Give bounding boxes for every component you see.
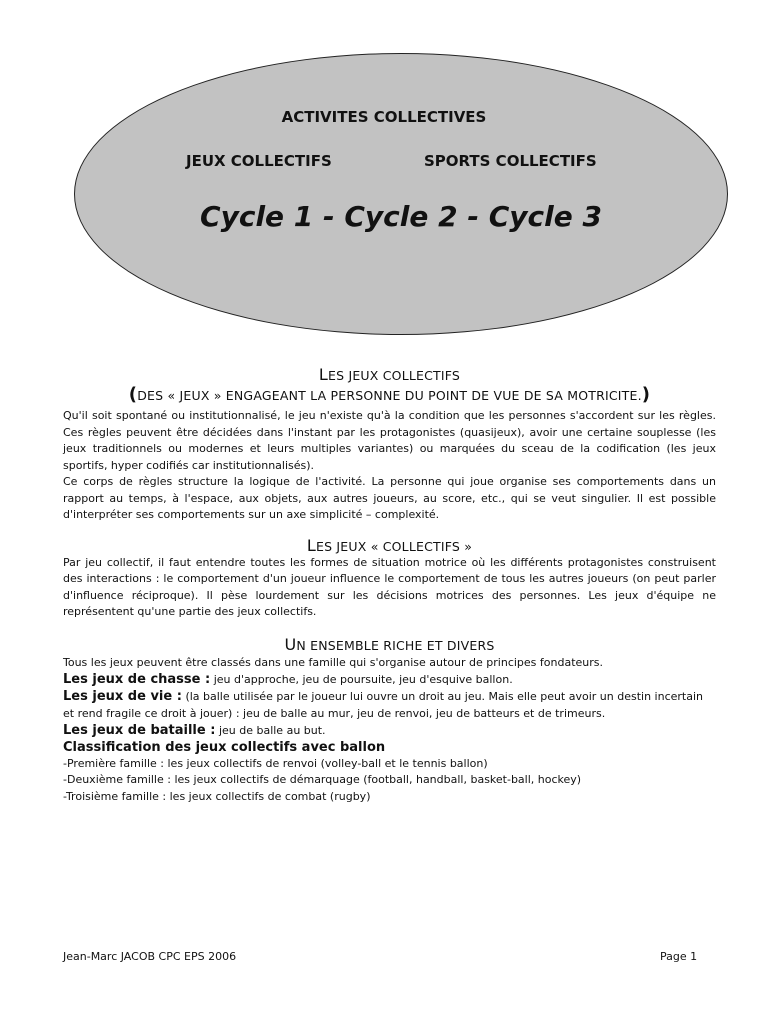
section-heading-jeux-collectifs-quoted: LES JEUX « COLLECTIFS » (306, 535, 473, 555)
jeux-vie-line: Les jeux de vie : (la balle utilisée par le joueur lui ouvre un droit au jeu. Mais elle peut avoir un destin incertain et rend fragile ce droit à jouer) : jeu de balle au mur, jeu de renvoi, jeu de batteurs et de trimeurs. (63, 688, 704, 720)
jeux-bataille-line: Les jeux de bataille : jeu de balle au but. (63, 722, 326, 738)
sports-collectifs-label: SPORTS COLLECTIFS (424, 152, 597, 170)
footer-page-number: Page 1 (660, 950, 698, 963)
list-item: -Première famille : les jeux collectifs de renvoi (volley-ball et le tennis ballon) (63, 756, 488, 770)
paragraph: Ce corps de règles structure la logique de l'activité. La personne qui joue organise ses comportements dans un rapport au temps, à l'espace, aux objets, aux autres joueurs, au score, etc., qui se veut singulier. Il est possible d'interpréter ses comportements sur un axe simplicité – complexité. (63, 475, 716, 521)
section-subheading: (DES « JEUX » ENGAGEANT LA PERSONNE DU POINT DE VUE DE SA MOTRICITE.) (128, 384, 651, 405)
cycles-title: Cycle 1 - Cycle 2 - Cycle 3 (200, 200, 602, 233)
paragraph: Par jeu collectif, il faut entendre toutes les formes de situation motrice où les différents protagonistes construisent des interactions : le comportement d'un joueur influence le comportement de tous les autres joueurs (on peut parler d'influence réciproque). Il pèse lourdement sur les décisions motrices des personnes. Les jeux d'équipe ne représentent qu'une partie des jeux collectifs. (63, 555, 716, 618)
list-item: -Troisième famille : les jeux collectifs de combat (rugby) (63, 789, 371, 803)
classification-title: Classification des jeux collectifs avec ballon (63, 739, 386, 755)
footer-author: Jean-Marc JACOB CPC EPS 2006 (63, 950, 237, 963)
section-heading-jeux-collectifs: LES JEUX COLLECTIFS (318, 365, 461, 384)
paragraph: Qu'il soit spontané ou institutionnalisé, le jeu n'existe qu'à la condition que les personnes s'accordent sur les règles. Ces règles peuvent être décidées dans l'instant par les protagonistes (quasijeux), avoir une certaine souplesse (les jeux traditionnels ou modernes et leurs multiples variantes) ou marquées du sceau de la codification (les jeux sportifs, hyper codifiés car institutionnalisés). (63, 409, 716, 472)
intro-line: Tous les jeux peuvent être classés dans une famille qui s'organise autour de principes fondateurs. (63, 655, 604, 669)
section-heading-ensemble: UN ENSEMBLE RICHE ET DIVERS (284, 634, 495, 654)
title-oval (74, 53, 728, 335)
jeux-chasse-line: Les jeux de chasse : jeu d'approche, jeu de poursuite, jeu d'esquive ballon. (63, 671, 513, 687)
jeux-collectifs-label: JEUX COLLECTIFS (186, 152, 332, 170)
main-title: ACTIVITES COLLECTIVES (281, 108, 487, 126)
document-body (63, 367, 716, 805)
list-item: -Deuxième famille : les jeux collectifs de démarquage (football, handball, basket-ball, hockey) (63, 773, 582, 786)
